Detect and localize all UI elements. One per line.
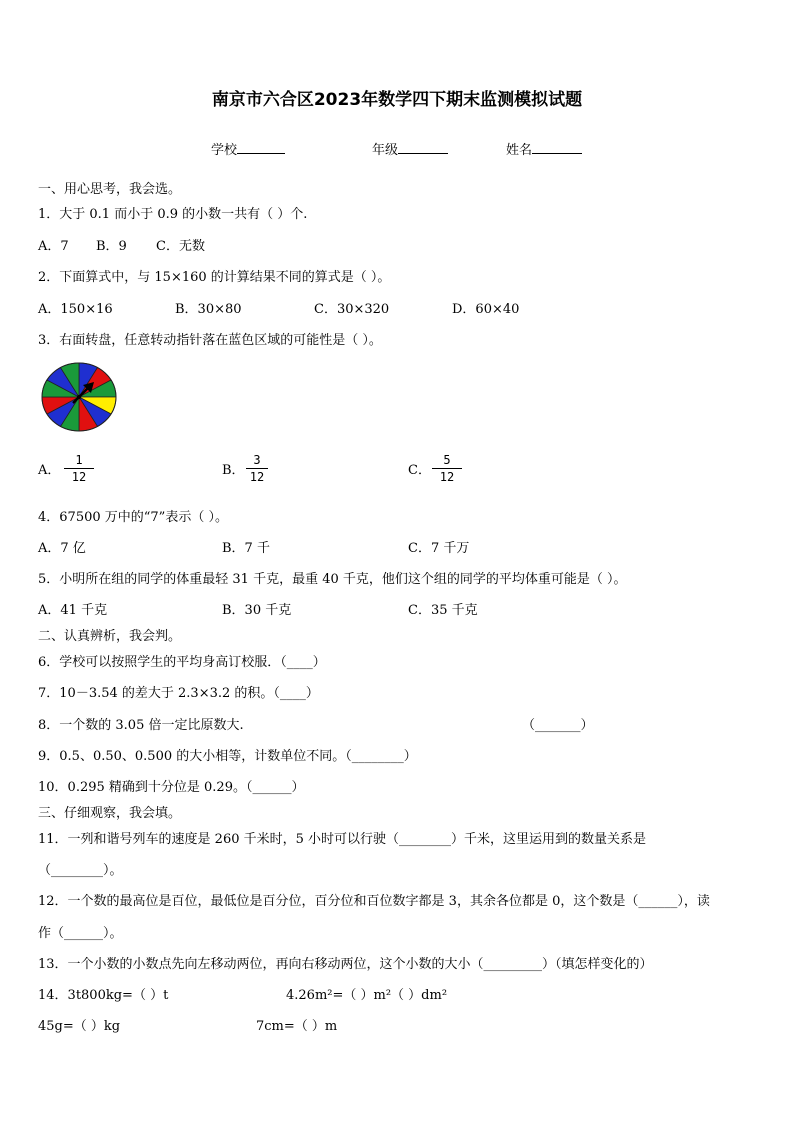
q12-line1: 12．一个数的最高位是百位，最低位是百分位，百分位和百位数字都是 3，其余各位都是 0，这个数是（______），读 xyxy=(38,894,710,909)
q3-option-b[interactable]: B． xyxy=(222,463,245,478)
q3-fraction-a-numerator: 1 xyxy=(75,453,83,467)
q3-fraction-a xyxy=(64,453,94,484)
school-label: 学校 xyxy=(211,143,238,158)
name-blank[interactable] xyxy=(532,141,582,154)
fraction-bar xyxy=(432,468,462,469)
section-2-heading: 二、认真辨析，我会判。 xyxy=(38,629,182,644)
school-blank[interactable] xyxy=(237,141,285,154)
q14-part-a: 14．3t800kg=（ ）t xyxy=(38,988,169,1003)
q5-stem: 5．小明所在组的同学的体重最轻 31 千克，最重 40 千克，他们这个组的同学的平均体重可能是（ ）。 xyxy=(38,572,627,587)
q12-line2: 作（______）。 xyxy=(38,926,123,941)
q3-fraction-b-denominator: 12 xyxy=(249,470,265,484)
fraction-bar xyxy=(246,468,268,469)
q5-option-a[interactable]: A．41 千克 xyxy=(38,603,108,618)
q11-line1: 11．一列和谐号列车的速度是 260 千米时，5 小时可以行驶（________）千米，这里运用到的数量关系是 xyxy=(38,832,647,847)
q4-stem: 4．67500 万中的“7”表示（ ）。 xyxy=(38,510,228,525)
q5-option-c[interactable]: C．35 千克 xyxy=(408,603,478,618)
q8-text: 8．一个数的 3.05 倍一定比原数大. xyxy=(38,718,244,733)
school-field xyxy=(211,141,285,159)
q1-stem: 1．大于 0.1 而小于 0.9 的小数一共有（ ）个. xyxy=(38,207,308,222)
q2-stem: 2．下面算式中，与 15×160 的计算结果不同的算式是（ ）。 xyxy=(38,270,391,285)
q4-option-a[interactable]: A．7 亿 xyxy=(38,541,86,556)
q3-fraction-c xyxy=(432,453,462,484)
q1-option-b[interactable]: B．9 xyxy=(96,239,127,254)
q3-option-a[interactable]: A． xyxy=(38,463,61,478)
q10-text: 10．0.295 精确到十分位是 0.29。（______） xyxy=(38,780,305,795)
grade-blank[interactable] xyxy=(398,141,448,154)
page-title: 南京市六合区2023年数学四下期末监测模拟试题 xyxy=(211,90,583,110)
q14-part-d: 7cm=（ ）m xyxy=(256,1019,338,1034)
q13-text: 13．一个小数的小数点先向左移动两位，再向右移动两位，这个小数的大小（_________）（填怎样变化的） xyxy=(38,957,653,972)
q3-stem: 3．右面转盘，任意转动指针落在蓝色区域的可能性是（ ）。 xyxy=(38,333,382,348)
grade-field xyxy=(372,141,448,159)
q3-fraction-b xyxy=(246,453,268,484)
q1-option-a[interactable]: A．7 xyxy=(38,239,69,254)
q8-answer-blank[interactable]: （_______） xyxy=(522,718,594,733)
q2-option-d[interactable]: D．60×40 xyxy=(452,302,520,317)
q3-fraction-b-numerator: 3 xyxy=(253,453,261,467)
q4-option-c[interactable]: C．7 千万 xyxy=(408,541,470,556)
q1-option-c[interactable]: C．无数 xyxy=(156,239,205,254)
q3-fraction-c-denominator: 12 xyxy=(439,470,455,484)
name-field xyxy=(506,141,582,159)
q5-option-b[interactable]: B．30 千克 xyxy=(222,603,292,618)
q3-fraction-c-numerator: 5 xyxy=(443,453,451,467)
q2-option-a[interactable]: A．150×16 xyxy=(38,302,113,317)
name-label: 姓名 xyxy=(506,143,533,158)
q7-text: 7．10－3.54 的差大于 2.3×3.2 的积。（____） xyxy=(38,686,319,701)
q3-option-c[interactable]: C． xyxy=(408,463,431,478)
section-3-heading: 三、仔细观察，我会填。 xyxy=(38,806,182,821)
grade-label: 年级 xyxy=(372,143,399,158)
q6-text: 6．学校可以按照学生的平均身高订校服．（____） xyxy=(38,655,326,670)
q9-text: 9．0.5、0.50、0.500 的大小相等，计数单位不同。（________） xyxy=(38,749,417,764)
q3-fraction-a-denominator: 12 xyxy=(71,470,87,484)
q11-line2: （________）。 xyxy=(38,863,123,878)
q4-option-b[interactable]: B．7 千 xyxy=(222,541,270,556)
q14-part-b: 4.26m²=（ ）m²（ ）dm² xyxy=(286,988,448,1003)
q2-option-b[interactable]: B．30×80 xyxy=(175,302,242,317)
section-1-heading: 一、用心思考，我会选。 xyxy=(38,182,182,197)
spinner-image xyxy=(40,361,120,433)
q2-option-c[interactable]: C．30×320 xyxy=(314,302,390,317)
fraction-bar xyxy=(64,468,94,469)
q14-part-c: 45g=（ ）kg xyxy=(38,1019,121,1034)
